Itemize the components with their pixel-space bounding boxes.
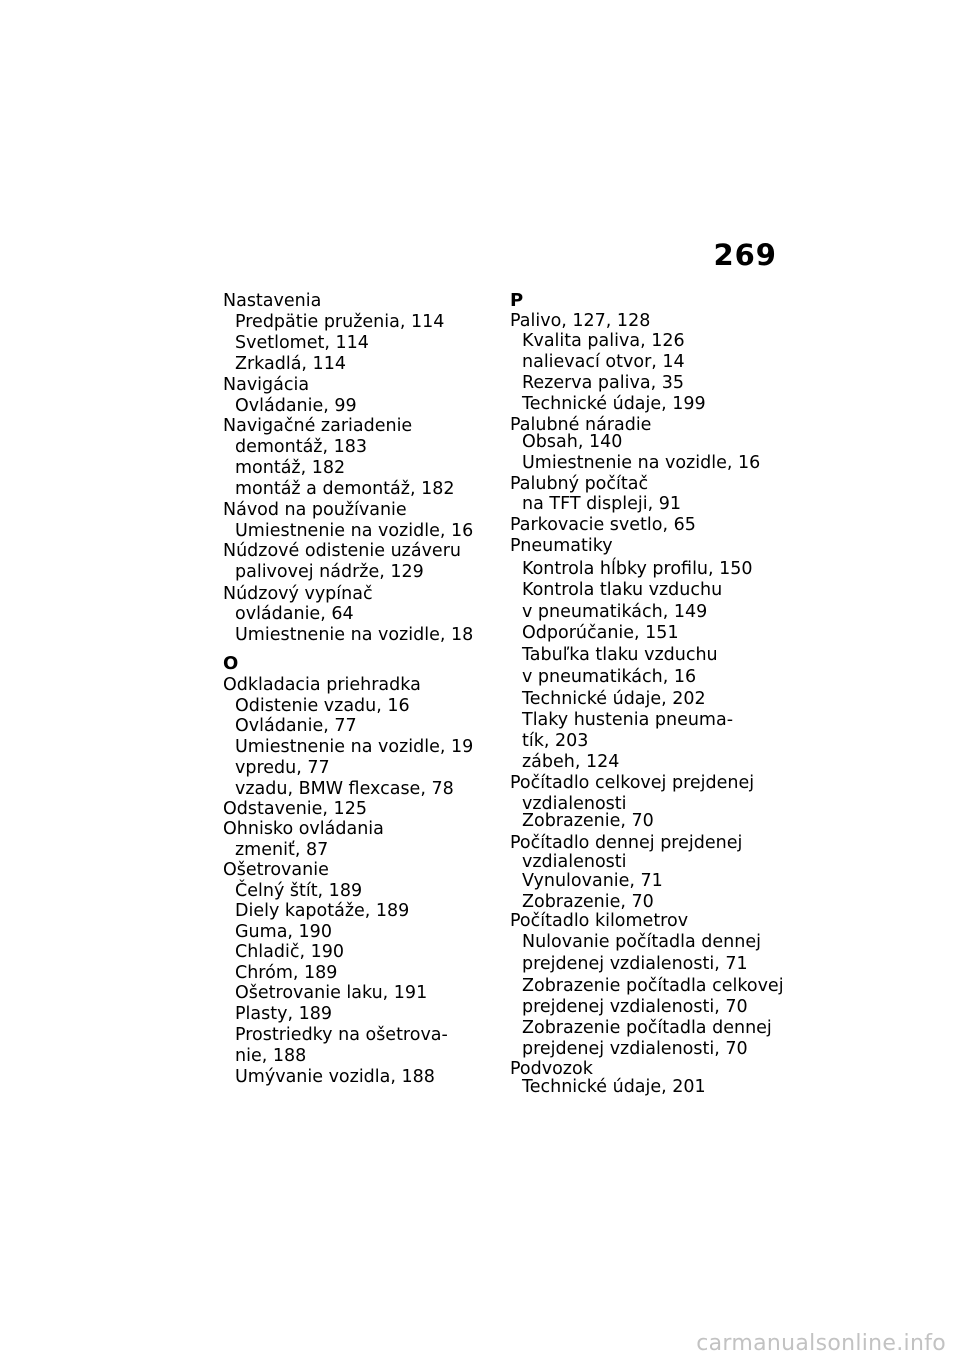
watermark: carmanualsonline.info bbox=[696, 1331, 946, 1356]
index-entry: Palivo, 127, 128 bbox=[510, 311, 651, 331]
index-entry: Podvozok bbox=[510, 1059, 593, 1079]
index-subentry: zábeh, 124 bbox=[522, 752, 620, 772]
index-subentry: ovládanie, 64 bbox=[235, 604, 354, 624]
index-subentry: Rezerva paliva, 35 bbox=[522, 373, 684, 393]
index-subentry: Ovládanie, 99 bbox=[235, 396, 357, 416]
index-subentry: palivovej nádrže, 129 bbox=[235, 562, 424, 582]
index-entry: Núdzové odistenie uzáveru bbox=[223, 541, 461, 561]
index-subentry: prejdenej vzdialenosti, 71 bbox=[522, 954, 748, 974]
index-subentry: Ovládanie, 77 bbox=[235, 716, 357, 736]
index-subentry: na TFT displeji, 91 bbox=[522, 494, 682, 514]
index-entry: Odkladacia priehradka bbox=[223, 675, 421, 695]
index-entry: Počítadlo celkovej prejdenej bbox=[510, 773, 755, 793]
index-subentry: vzdialenosti bbox=[522, 794, 627, 814]
index-subentry: Zobrazenie počítadla celkovej bbox=[522, 976, 784, 996]
index-section-letter: P bbox=[510, 290, 524, 311]
index-entry: Ohnisko ovládania bbox=[223, 819, 384, 839]
index-subentry: Guma, 190 bbox=[235, 922, 332, 942]
index-subentry: Umiestnenie na vozidle, 16 bbox=[522, 453, 761, 473]
index-subentry: Kvalita paliva, 126 bbox=[522, 331, 685, 351]
index-entry: Návod na používanie bbox=[223, 500, 407, 520]
index-subentry: Svetlomet, 114 bbox=[235, 333, 369, 353]
index-subentry: Obsah, 140 bbox=[522, 432, 623, 452]
index-subentry: vpredu, 77 bbox=[235, 758, 330, 778]
index-subentry: Technické údaje, 199 bbox=[522, 394, 706, 414]
index-subentry: Diely kapotáže, 189 bbox=[235, 901, 410, 921]
index-entry: Ošetrovanie bbox=[223, 860, 329, 880]
index-subentry: vzadu, BMW flexcase, 78 bbox=[235, 779, 454, 799]
index-subentry: montáž a demontáž, 182 bbox=[235, 479, 455, 499]
index-subentry: Prostriedky na ošetrova- bbox=[235, 1025, 448, 1045]
index-entry: Nastavenia bbox=[223, 291, 322, 311]
index-subentry: Zrkadlá, 114 bbox=[235, 354, 346, 374]
index-subentry: zmeniť, 87 bbox=[235, 840, 329, 860]
index-subentry: Kontrola hĺbky profilu, 150 bbox=[522, 559, 753, 579]
index-subentry: montáž, 182 bbox=[235, 458, 346, 478]
index-entry: Počítadlo kilometrov bbox=[510, 911, 689, 931]
page-number: 269 bbox=[713, 238, 777, 272]
index-subentry: Tlaky hustenia pneuma- bbox=[522, 710, 734, 730]
index-subentry: Technické údaje, 202 bbox=[522, 689, 706, 709]
index-subentry: v pneumatikách, 16 bbox=[522, 667, 697, 687]
index-subentry: v pneumatikách, 149 bbox=[522, 602, 708, 622]
index-subentry: tík, 203 bbox=[522, 731, 589, 751]
index-subentry: nalievací otvor, 14 bbox=[522, 352, 685, 372]
index-subentry: Odporúčanie, 151 bbox=[522, 623, 679, 643]
index-subentry: Zobrazenie počítadla dennej bbox=[522, 1018, 772, 1038]
index-subentry: Chróm, 189 bbox=[235, 963, 338, 983]
index-subentry: vzdialenosti bbox=[522, 852, 627, 872]
index-entry: Pneumatiky bbox=[510, 536, 613, 556]
index-subentry: Umiestnenie na vozidle, 19 bbox=[235, 737, 474, 757]
index-section-letter: O bbox=[223, 653, 239, 674]
index-subentry: Kontrola tlaku vzduchu bbox=[522, 580, 723, 600]
index-entry: Odstavenie, 125 bbox=[223, 799, 367, 819]
index-entry: Navigácia bbox=[223, 375, 310, 395]
index-entry: Navigačné zariadenie bbox=[223, 416, 413, 436]
index-subentry: Čelný štít, 189 bbox=[235, 881, 363, 901]
index-subentry: Tabuľka tlaku vzduchu bbox=[522, 645, 718, 665]
index-subentry: Umývanie vozidla, 188 bbox=[235, 1067, 435, 1087]
index-entry: Palubný počítač bbox=[510, 474, 649, 494]
index-subentry: Umiestnenie na vozidle, 18 bbox=[235, 625, 474, 645]
index-subentry: Technické údaje, 201 bbox=[522, 1077, 706, 1097]
index-subentry: Ošetrovanie laku, 191 bbox=[235, 983, 428, 1003]
index-subentry: Vynulovanie, 71 bbox=[522, 871, 663, 891]
index-subentry: prejdenej vzdialenosti, 70 bbox=[522, 1039, 748, 1059]
index-subentry: prejdenej vzdialenosti, 70 bbox=[522, 997, 748, 1017]
index-subentry: Umiestnenie na vozidle, 16 bbox=[235, 521, 474, 541]
index-entry: Núdzový vypínač bbox=[223, 584, 373, 604]
index-entry: Počítadlo dennej prejdenej bbox=[510, 833, 743, 853]
index-subentry: Nulovanie počítadla dennej bbox=[522, 932, 761, 952]
index-subentry: Odistenie vzadu, 16 bbox=[235, 696, 410, 716]
index-entry: Parkovacie svetlo, 65 bbox=[510, 515, 696, 535]
index-subentry: demontáž, 183 bbox=[235, 437, 368, 457]
index-subentry: Predpätie pruženia, 114 bbox=[235, 312, 445, 332]
index-subentry: nie, 188 bbox=[235, 1046, 307, 1066]
index-subentry: Chladič, 190 bbox=[235, 942, 345, 962]
index-subentry: Zobrazenie, 70 bbox=[522, 892, 654, 912]
index-subentry: Zobrazenie, 70 bbox=[522, 811, 654, 831]
index-entry: Palubné náradie bbox=[510, 415, 652, 435]
index-subentry: Plasty, 189 bbox=[235, 1004, 333, 1024]
